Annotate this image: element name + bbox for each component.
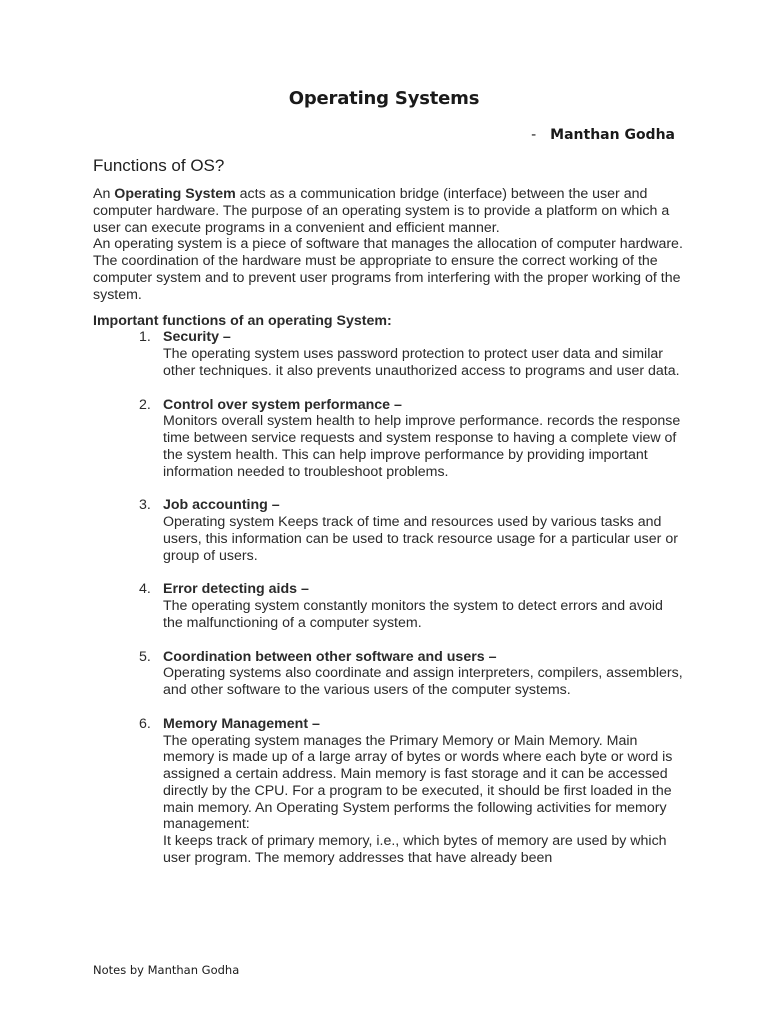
list-item (93, 581, 683, 631)
functions-list (93, 329, 683, 867)
list-item-text: The operating system manages the Primary Memory or Main Memory. Main memory is made up of a large array of bytes or words where each byte or word is assigned a certain address. Main memory is fast storage and it can be accessed directly by the CPU. For a program to be executed, it should be first loaded in the main memory. An Operating System performs the following activities for memory management: (163, 732, 673, 833)
second-paragraph: An operating system is a piece of software that manages the allocation of computer hardware. The coordination of the hardware must be appropriate to ensure the correct working of the computer system and to prevent user programs from interfering with the proper working of the system. (93, 236, 683, 303)
list-item-text: Monitors overall system health to help improve performance. records the response time between service requests and system response to having a complete view of the system health. This can help improve performance by providing important information needed to troubleshoot problems. (163, 413, 681, 480)
list-item-text: The operating system constantly monitors the system to detect errors and avoid the malfunctioning of a computer system. (163, 598, 663, 631)
intro-paragraph (93, 186, 683, 236)
list-item (93, 649, 683, 699)
list-item-text: Operating system Keeps track of time and resources used by various tasks and users, this information can be used to track resource usage for a particular user or group of users. (163, 514, 678, 564)
list-item-number: 6. (139, 715, 151, 732)
list-item-number: 2. (139, 396, 151, 413)
intro-prefix: An (93, 186, 115, 202)
page-footer: Notes by Manthan Godha (93, 963, 240, 977)
spacer (93, 304, 683, 313)
list-item-title: Control over system performance – (163, 396, 402, 413)
intro-rest: acts as a communication bridge (interface) between the user and computer hardware. The purpose of an operating system is to provide a platform on which a user can execute programs in a convenient and efficient manner. (93, 186, 670, 236)
list-item-number: 4. (139, 581, 151, 598)
list-item-title: Job accounting – (163, 497, 280, 514)
list-item-title: Error detecting aids – (163, 581, 309, 598)
list-item-number: 1. (139, 329, 151, 346)
list-item-text: The operating system uses password protection to protect user data and similar other techniques. it also prevents unauthorized access to programs and user data. (163, 346, 680, 379)
list-item-title: Coordination between other software and users – (163, 648, 497, 665)
list-item-number: 5. (139, 648, 151, 665)
intro-bold-term: Operating System (114, 186, 236, 202)
list-item-number: 3. (139, 497, 151, 514)
page-title: Operating Systems (288, 88, 480, 109)
section-heading: Functions of OS? (93, 156, 225, 175)
list-item (93, 716, 683, 867)
author-line (531, 127, 675, 143)
list-heading: Important functions of an operating System: (93, 312, 392, 329)
list-item (93, 497, 683, 564)
document-body (93, 155, 683, 884)
author-name: Manthan Godha (550, 127, 675, 143)
list-item-text: Operating systems also coordinate and assign interpreters, compilers, assemblers, and other software to the various users of the computer systems. (163, 665, 683, 699)
list-item-title: Security – (163, 329, 231, 346)
author-dash: - (531, 127, 537, 143)
list-item-text-continued: It keeps track of primary memory, i.e., which bytes of memory are used by which user program. The memory addresses that have already been (163, 833, 667, 867)
list-item-title: Memory Management – (163, 715, 320, 732)
list-item (93, 397, 683, 481)
list-item (93, 329, 683, 379)
